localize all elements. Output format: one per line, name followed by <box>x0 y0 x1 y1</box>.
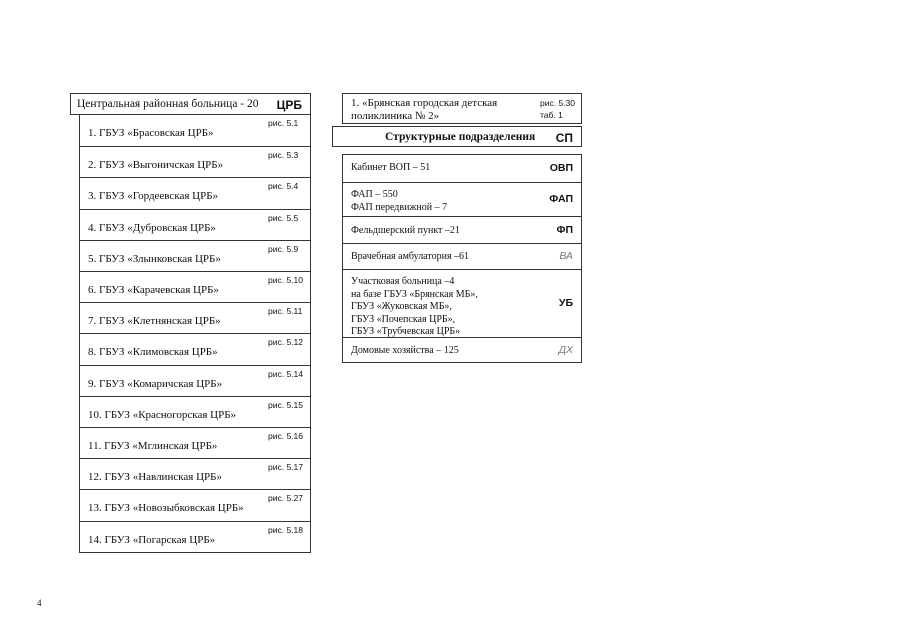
crb-item-name: 13. ГБУЗ «Новозыбковская ЦРБ» <box>88 502 244 515</box>
crb-list-item <box>80 396 310 427</box>
polyclinic-name-line1: 1. «Брянская городская детская <box>351 97 498 109</box>
crb-item-name: 8. ГБУЗ «Климовская ЦРБ» <box>88 346 218 359</box>
unit-row <box>343 155 581 182</box>
crb-item-ref: рис. 5.16 <box>268 431 303 441</box>
crb-item-ref: рис. 5.5 <box>268 212 299 223</box>
crb-item-name: 7. ГБУЗ «Клетнянская ЦРБ» <box>88 315 221 328</box>
crb-list-item <box>80 489 310 520</box>
crb-item-ref: рис. 5.18 <box>268 524 303 535</box>
unit-row <box>343 337 581 362</box>
crb-item-ref: рис. 5.27 <box>268 493 303 504</box>
unit-label <box>351 345 459 358</box>
crb-item-ref: рис. 5.17 <box>268 462 303 473</box>
unit-label-line: ФАП – 550 <box>351 189 398 200</box>
unit-label <box>351 225 460 238</box>
crb-item-name: 4. ГБУЗ «Дубровская ЦРБ» <box>88 221 216 234</box>
crb-item-name: 2. ГБУЗ «Выгоничская ЦРБ» <box>88 159 224 172</box>
crb-list-item <box>80 240 310 271</box>
crb-list-item <box>80 521 310 552</box>
crb-item-ref: рис. 5.9 <box>268 243 299 254</box>
crb-list-item <box>80 146 310 177</box>
crb-item-name: 5. ГБУЗ «Злынковская ЦРБ» <box>88 252 221 265</box>
sp-header <box>332 126 582 147</box>
unit-label-line: Врачебная амбулатория –61 <box>351 251 470 262</box>
crb-header <box>70 93 311 115</box>
crb-item-name: 12. ГБУЗ «Навлинская ЦРБ» <box>88 471 222 484</box>
crb-list-item <box>80 365 310 396</box>
crb-list-item <box>80 271 310 302</box>
crb-list-item <box>80 115 310 146</box>
crb-header-title: Центральная районная больница - 20 <box>77 98 259 110</box>
crb-item-name: 3. ГБУЗ «Гордеевская ЦРБ» <box>88 190 219 203</box>
crb-list-item <box>80 333 310 364</box>
crb-list <box>79 115 311 553</box>
crb-item-ref: рис. 5.10 <box>268 275 303 285</box>
unit-label-line: Фельдшерский пункт –21 <box>351 225 460 236</box>
unit-label <box>351 276 478 339</box>
crb-item-ref: рис. 5.14 <box>268 368 303 379</box>
sp-header-code: СП <box>555 131 573 145</box>
crb-list-item <box>80 209 310 240</box>
unit-row <box>343 182 581 216</box>
crb-item-ref: рис. 5.11 <box>268 306 303 317</box>
crb-item-ref: рис. 5.1 <box>268 118 299 128</box>
sp-header-title: Структурные подразделения <box>385 131 536 143</box>
crb-header-code: ЦРБ <box>276 98 302 112</box>
unit-code: ДХ <box>558 343 573 356</box>
crb-item-name: 1. ГБУЗ «Брасовская ЦРБ» <box>88 127 214 139</box>
unit-row <box>343 216 581 243</box>
unit-code: ВА <box>559 250 573 262</box>
unit-label-line: ГБУЗ «Жуковская МБ», <box>351 301 452 312</box>
unit-label <box>351 251 469 264</box>
margin-mark: 4 <box>37 598 42 608</box>
crb-item-ref: рис. 5.12 <box>268 337 303 348</box>
crb-item-ref: рис. 5.4 <box>268 181 299 192</box>
unit-code: УБ <box>558 297 573 309</box>
crb-item-name: 6. ГБУЗ «Карачевская ЦРБ» <box>88 284 219 296</box>
unit-code: ФАП <box>549 193 573 205</box>
unit-label <box>351 189 447 214</box>
unit-code: ОВП <box>549 161 573 174</box>
polyclinic-name-line2: поликлиника № 2» <box>351 110 440 122</box>
unit-label-line: Кабинет ВОП – 51 <box>351 162 431 173</box>
unit-label-line: Участковая больница –4 <box>351 276 455 287</box>
unit-label-line: Домовые хозяйства – 125 <box>351 345 459 356</box>
crb-item-name: 11. ГБУЗ «Мглинская ЦРБ» <box>88 440 218 452</box>
crb-item-ref: рис. 5.3 <box>268 150 299 161</box>
crb-list-item <box>80 458 310 489</box>
unit-code: ФП <box>556 223 573 236</box>
units-list <box>342 154 582 363</box>
unit-row <box>343 269 581 337</box>
polyclinic-ref2: таб. 1 <box>540 110 563 120</box>
crb-list-item <box>80 302 310 333</box>
unit-label <box>351 162 430 175</box>
polyclinic-ref1: рис. 5.30 <box>540 98 575 108</box>
polyclinic-box <box>342 93 582 124</box>
crb-list-item <box>80 427 310 458</box>
unit-label-line: на базе ГБУЗ «Брянская МБ», <box>351 288 478 300</box>
unit-label-line: ГБУЗ «Трубчевская ЦРБ» <box>351 326 461 337</box>
crb-list-item <box>80 177 310 208</box>
crb-item-name: 9. ГБУЗ «Комаричская ЦРБ» <box>88 377 223 390</box>
unit-label-line: ГБУЗ «Почепская ЦРБ», <box>351 313 456 325</box>
crb-item-ref: рис. 5.15 <box>268 399 303 410</box>
crb-item-name: 10. ГБУЗ «Красногорская ЦРБ» <box>88 408 237 421</box>
unit-label-line: ФАП передвижной – 7 <box>351 201 448 213</box>
crb-item-name: 14. ГБУЗ «Погарская ЦРБ» <box>88 533 216 546</box>
unit-row <box>343 243 581 269</box>
